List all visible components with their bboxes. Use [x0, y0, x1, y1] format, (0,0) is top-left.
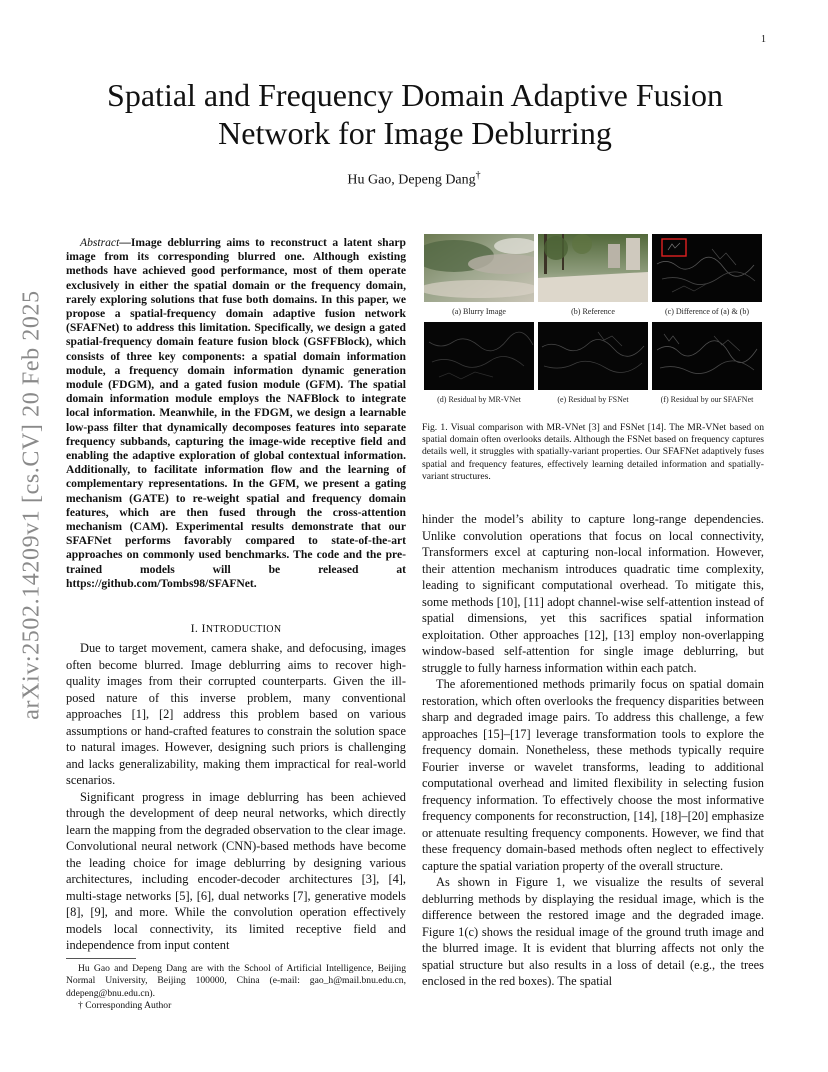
- footnote-affiliation: Hu Gao and Depeng Dang are with the School of Artificial Intelligence, Beijing Normal University, Beijing 100000, China (e-mail: gao_h@mail.bnu.edu.cn, ddepeng@bnu.edu.cn).: [66, 963, 406, 999]
- panel-label-c: (c) Difference of (a) & (b): [664, 307, 750, 316]
- paper-title: [70, 76, 760, 152]
- figure-caption: Fig. 1. Visual comparison with MR-VNet [3] and FSNet [14]. The MR-VNet based on spatial domain often overlooks details. Although the FSNet based on frequency captures details well, it struggles with spatially-variant properties. Our SFAFNet adaptively fuses spatial and frequency features, effectively learning detailed information and spatially-variant structures.: [422, 422, 764, 482]
- corresponding-mark: †: [475, 170, 481, 181]
- right-column-body: [422, 511, 764, 990]
- section-title-rest: NTRODUCTION: [205, 624, 282, 635]
- panel-label-d: (d) Residual by MR-VNet: [437, 395, 521, 404]
- paragraph: The aforementioned methods primarily focus on spatial domain restoration, which often overlooks the frequency disparities between sharp and degraded image pairs. To address this challenge, a few approaches [15]–[17] leverage transformation tools to explore the frequency domain. Nonetheless, these methods typically require Fourier inverse or wavelet transforms, leading to additional computational overhead and limited flexibility in selecting fusion frequency information. To effectively choose the most informative frequency components for reconstruction, [14], [18]–[20] emphasize or attenuate resulting frequency components. However, we find that these frequency domain-based methods often neglect to effectively capture the spatial variation property of the overall structure.: [422, 677, 764, 873]
- footnote: [66, 963, 406, 1013]
- author-names: Hu Gao, Depeng Dang: [347, 172, 476, 188]
- panel-label-a: (a) Blurry Image: [452, 307, 506, 316]
- arxiv-stamp: [12, 252, 52, 757]
- paragraph: As shown in Figure 1, we visualize the results of several deblurring methods by displaying the residual image, which is the difference between the restored image and the degraded image. Figure 1(c) shows the residual image of the ground truth image and the blurred image. It is evident that blurring affects not only the spatial structure but also results in a loss of detail (e.g., the trees enclosed in the red boxes). The spatial: [422, 875, 764, 988]
- authors: [0, 170, 828, 189]
- figure-panel-reference: [538, 234, 648, 302]
- title-line-1: Spatial and Frequency Domain Adaptive Fusion: [107, 77, 723, 113]
- panel-label-b: (b) Reference: [571, 307, 615, 316]
- footnote-corresponding: † Corresponding Author: [78, 1000, 172, 1012]
- panel-label-e: (e) Residual by FSNet: [557, 395, 629, 404]
- section-heading-introduction: [66, 621, 406, 636]
- abstract-text: —Image deblurring aims to reconstruct a latent sharp image from its corresponding blurred one. Although existing methods have achieved good performance, most of them operate exclusively in either the spatial domain or the frequency domain, rarely exploring solutions that fuse both domains. In this paper, we propose a spatial-frequency domain adaptive fusion network (SFAFNet) to address this limitation. Specifically, we design a gated spatial-frequency domain feature fusion block (GSFFBlock), which consists of three key components: a spatial domain information module, a frequency domain information dynamic generation module (FDGM), and a gated fusion module (GFM). The spatial domain information module employs the NAFBlock to integrate local information. Meanwhile, in the FDGM, we design a learnable low-pass filter that dynamically decomposes features into separate frequency subbands, capturing the image-wide receptive field and enabling the adaptive exploration of global contextual information. Additionally, to facilitate information flow and the learning of complementary representations. In the GFM, we present a gating mechanism (GATE) to re-weight spatial and frequency domain features, which are then fused through the cross-attention mechanism (CAM). Experimental results demonstrate that our SFAFNet performs favorably compared to state-of-the-art approaches on commonly used benchmarks. The code and the pre-trained models will be released at https://github.com/Tombs98/SFAFNet.: [66, 236, 406, 590]
- figure-panel-residual-sfafnet: [652, 322, 762, 390]
- page-number: 1: [761, 34, 766, 45]
- title-line-2: Network for Image Deblurring: [218, 115, 612, 151]
- abstract: [66, 236, 406, 591]
- section-number: I.: [190, 621, 202, 635]
- left-column-body: [66, 640, 406, 954]
- arxiv-stamp-text: arXiv:2502.14209v1 [cs.CV] 20 Feb 2025: [18, 289, 45, 720]
- section-title-initial: I: [201, 621, 206, 635]
- paragraph: Significant progress in image deblurring has been achieved through the development of deep neural networks, which directly learn the mapping from the degraded observation to the clear image. Convolutional neural network (CNN)-based methods have become the leading choice for image deblurring by designing various architectures, including encoder-decoder architectures [3], [4], multi-stage networks [5], [6], dual networks [7], generative models [8], [9], and more. While the convolution operation effectively models local connectivity, its limited receptive field and independence from input content: [66, 789, 406, 952]
- footnote-rule: [66, 958, 136, 959]
- figure-1: [422, 234, 764, 409]
- paragraph: hinder the model’s ability to capture long-range dependencies. Unlike convolution operations that focus on local connectivity, Transformers excel at capturing non-local information. However, their attention mechanism introduces quadratic time complexity, leading to significant computational overhead. To mitigate this, some methods [10], [11] adopt channel-wise self-attention instead of spatial dimensions, yet this sacrifices spatial information exploitation. Other approaches [12], [13] employ non-overlapping window-based self-attention for single image deblurring, but struggle to fully harness information within each patch.: [422, 512, 764, 675]
- figure-panel-blurry: [424, 234, 534, 302]
- figure-panel-residual-mrvnet: [424, 322, 534, 390]
- paragraph: Due to target movement, camera shake, and defocusing, images often become blurred. Image deblurring aims to recover high-quality images from their corrupted counterparts. Given the ill-posed nature of this inverse problem, many conventional approaches [1], [2] address this problem based on various assumptions or hand-crafted features to constrain the solution space to natural images. However, designing such priors is challenging and lacks generalizability, making them impractical for real-world scenarios.: [66, 641, 406, 787]
- abstract-label: Abstract: [80, 236, 120, 249]
- figure-panel-difference: [652, 234, 762, 302]
- figure-panel-residual-fsnet: [538, 322, 648, 390]
- panel-label-f: (f) Residual by our SFAFNet: [660, 395, 754, 404]
